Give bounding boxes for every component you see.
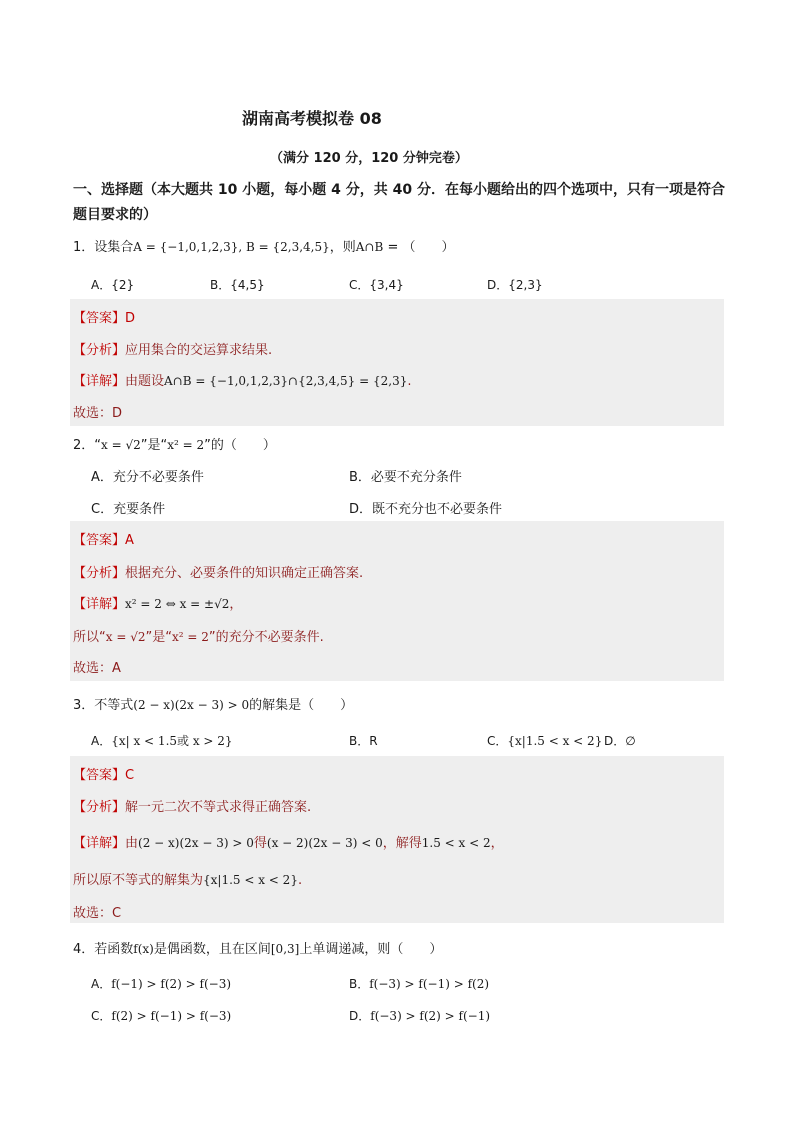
- q2-option-c: C．充要条件: [91, 502, 166, 517]
- q3-option-b: B．R: [349, 734, 378, 748]
- q2-answer: 【答案】A: [73, 533, 134, 548]
- q2-conclusion: 故选：A: [73, 661, 121, 676]
- q1-option-d: D．{2,3}: [487, 278, 543, 292]
- q4-option-b: B．f(−3) > f(−1) > f(2): [349, 977, 490, 991]
- q1-solution-box: [70, 299, 724, 426]
- q1-detail: 【详解】由题设A∩B = {−1,0,1,2,3}∩{2,3,4,5} = {2,3}.: [73, 374, 412, 389]
- q1-analysis: 【分析】应用集合的交运算求结果.: [73, 343, 273, 358]
- q4-option-a: A．f(−1) > f(2) > f(−3): [91, 977, 232, 991]
- q3-option-a: A．{x| x < 1.5或 x > 2}: [91, 734, 233, 748]
- q3-analysis: 【分析】解一元二次不等式求得正确答案.: [73, 800, 312, 815]
- q1-answer: 【答案】D: [73, 311, 136, 326]
- q4-option-c: C．f(2) > f(−1) > f(−3): [91, 1009, 232, 1023]
- q3-answer: 【答案】C: [73, 768, 135, 783]
- question-1-stem: 1．设集合A = {−1,0,1,2,3}, B = {2,3,4,5}，则A∩B = （ ）: [73, 240, 455, 255]
- q4-option-d: D．f(−3) > f(2) > f(−1): [349, 1009, 491, 1023]
- q1-option-c: C．{3,4}: [349, 278, 404, 292]
- q3-option-d: D．∅: [604, 734, 636, 748]
- page-title: 湖南高考模拟卷 08: [242, 109, 382, 128]
- question-2-stem: 2．“x = √2”是“x² = 2”的（ ）: [73, 438, 276, 453]
- q1-option-a: A．{2}: [91, 278, 135, 292]
- q3-option-c: C．{x|1.5 < x < 2}: [487, 734, 603, 748]
- q2-option-a: A．充分不必要条件: [91, 470, 204, 485]
- q2-analysis: 【分析】根据充分、必要条件的知识确定正确答案.: [73, 566, 364, 581]
- q3-detail: 【详解】由(2 − x)(2x − 3) > 0得(x − 2)(2x − 3) < 0，解得1.5 < x < 2，: [73, 836, 504, 851]
- question-4-stem: 4．若函数f(x)是偶函数，且在区间[0,3]上单调递减，则（ ）: [73, 942, 443, 957]
- q3-conclusion: 故选：C: [73, 906, 122, 921]
- q3-detail-line2: 所以原不等式的解集为{x|1.5 < x < 2}.: [73, 873, 303, 888]
- q2-detail: 【详解】x² = 2 ⇔ x = ±√2，: [73, 597, 243, 612]
- q1-conclusion: 故选：D: [73, 406, 123, 421]
- q2-option-d: D．既不充分也不必要条件: [349, 502, 503, 517]
- q1-option-b: B．{4,5}: [210, 278, 265, 292]
- q2-detail-line2: 所以“x = √2”是“x² = 2”的充分不必要条件.: [73, 630, 324, 645]
- q2-option-b: B．必要不充分条件: [349, 470, 462, 485]
- section-heading: 一、选择题（本大题共 10 小题，每小题 4 分，共 40 分．在每小题给出的四个选项中，只有一项是符合题目要求的）: [73, 182, 725, 223]
- page-subtitle: （满分 120 分，120 分钟完卷）: [270, 151, 468, 166]
- question-3-stem: 3．不等式(2 − x)(2x − 3) > 0的解集是（ ）: [73, 698, 354, 713]
